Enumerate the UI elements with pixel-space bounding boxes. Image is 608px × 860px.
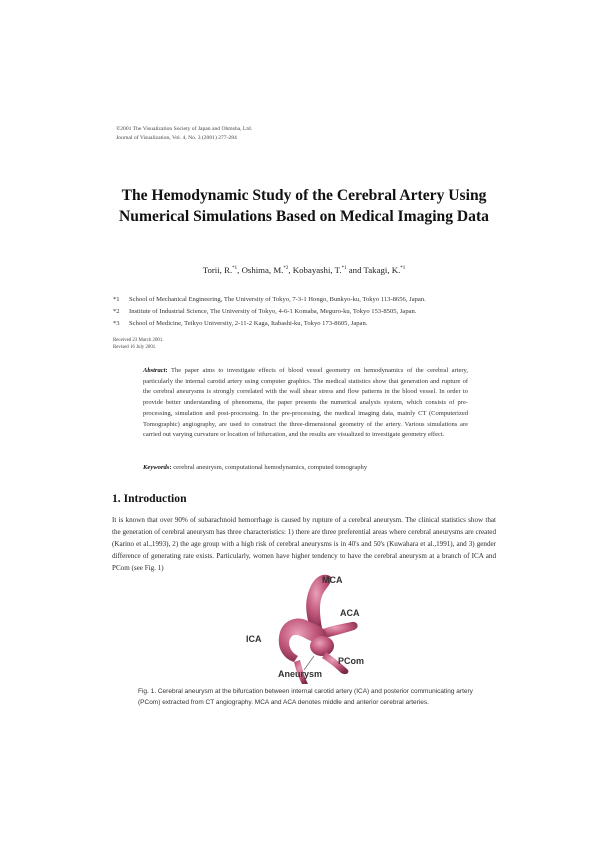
title-line-1: The Hemodynamic Study of the Cerebral Artery Using	[121, 187, 487, 204]
author-affiliation-mark: *1	[400, 266, 406, 272]
author-name: Takagi, K.	[363, 265, 401, 275]
figure-1	[238, 566, 378, 686]
affiliation-item	[113, 294, 426, 306]
intro-paragraph: It is known that over 90% of subarachnoid hemorrhage is caused by rupture of a cerebral aneurysm. The clinical statistics show that the generation of cerebral aneurysm has three characteristics: 1) there are three preferential areas where cerebral aneurysms are created (Karino et al.,1993), 2) the age group with a high risk of cerebral aneurysms is in 40's and 50's (Kuwahara et al.,1991), and 3) gender difference of generating rate exists. Particularly, women have higher tendency to have the cerebral aneurysm at a branch of ICA and PCom (see Fig. 1)	[112, 516, 496, 572]
abstract-colon: :	[165, 367, 168, 374]
abstract-label: Abstract	[143, 367, 166, 374]
copyright-block	[116, 125, 252, 142]
label-pcom: PCom	[338, 656, 365, 666]
revised-date: Revised 16 July 2001.	[113, 345, 157, 351]
label-aneurysm: Aneurysm	[278, 669, 323, 679]
label-aca: ACA	[340, 608, 360, 618]
author-list	[60, 265, 548, 275]
title-line-2: Numerical Simulations Based on Medical Imaging Data	[119, 208, 489, 225]
artery-image	[238, 566, 378, 686]
author-separator: ,	[237, 265, 242, 275]
abstract-text: The paper aims to investigate effects of blood vessel geometry on hemodynamics of the cerebral artery, particularly the internal carotid artery using computer graphics. The medical statistics show that generation and rupture of the cerebral aneurysms is strongly correlated with the wall shear stress and flow patterns in the blood vessel. In order to provide better understanding of phenomena, the paper presents the numerical analysis system, which consists of pre-processing, simulation and post-processing. In the pre-processing, the medical imaging data, mainly CT (Computerized Tomographic) angiography, are used to construct the three-dimensional geometry of the artery. Various simulations are carried out varying curvature or location of bifurcation, and the results are visualized to investigate geometry effect.	[143, 367, 468, 439]
copyright-line: ©2001 The Visualization Society of Japan and Ohmsha, Ltd.	[116, 126, 253, 132]
keywords-label: Keywords	[143, 464, 170, 471]
keywords-colon: :	[169, 464, 172, 471]
paper-title	[60, 185, 548, 227]
journal-citation: Journal of Visualization, Vol. 4, No. 3 (2001) 277-284	[116, 134, 237, 141]
affiliations	[113, 294, 426, 330]
author-name: Kobayashi, T.	[292, 265, 342, 275]
author-separator: and	[346, 265, 364, 275]
affiliation-item	[113, 318, 426, 330]
aneurysm-pointer	[304, 656, 314, 670]
received-date: Received 23 March 2001.	[113, 338, 164, 343]
affiliation-mark: *3	[113, 320, 120, 327]
author-affiliation-mark: *1	[232, 266, 238, 272]
keywords-text: cerebral aneurysm, computational hemodynamics, computed tomography	[173, 464, 368, 471]
author-name: Torii, R.	[202, 265, 233, 275]
affiliation-text: Institute of Industrial Science, The University of Tokyo, 4-6-1 Komaba, Meguro-ku, Tokyo 153-8505, Japan.	[129, 308, 417, 315]
aneurysm-shape	[310, 636, 334, 656]
affiliation-item	[113, 306, 426, 318]
author-separator: ,	[288, 265, 293, 275]
author-affiliation-mark: *1	[341, 266, 347, 272]
affiliation-text: School of Medicine, Teikyo University, 2-11-2 Kaga, Itabashi-ku, Tokyo 173-8605, Japan.	[129, 320, 368, 327]
label-ica: ICA	[246, 634, 262, 644]
affiliation-mark: *2	[113, 308, 120, 315]
figure-caption: Fig. 1. Cerebral aneurysm at the bifurcation between internal carotid artery (ICA) and posterior communicating artery (PCom) extracted from CT angiography. MCA and ACA denotes middle and anterior cerebral arteries.	[138, 688, 473, 706]
author-name: Oshima, M.	[241, 265, 284, 275]
keywords	[143, 464, 367, 471]
label-mca: MCA	[322, 575, 343, 585]
affiliation-mark: *1	[113, 296, 120, 303]
author-affiliation-mark: *2	[283, 266, 289, 272]
affiliation-text: School of Mechanical Engineering, The University of Tokyo, 7-3-1 Hongo, Bunkyo-ku, Tokyo 113-8656, Japan.	[129, 296, 426, 303]
abstract	[143, 366, 468, 441]
section-heading: 1. Introduction	[112, 492, 187, 505]
submission-dates	[113, 337, 164, 352]
